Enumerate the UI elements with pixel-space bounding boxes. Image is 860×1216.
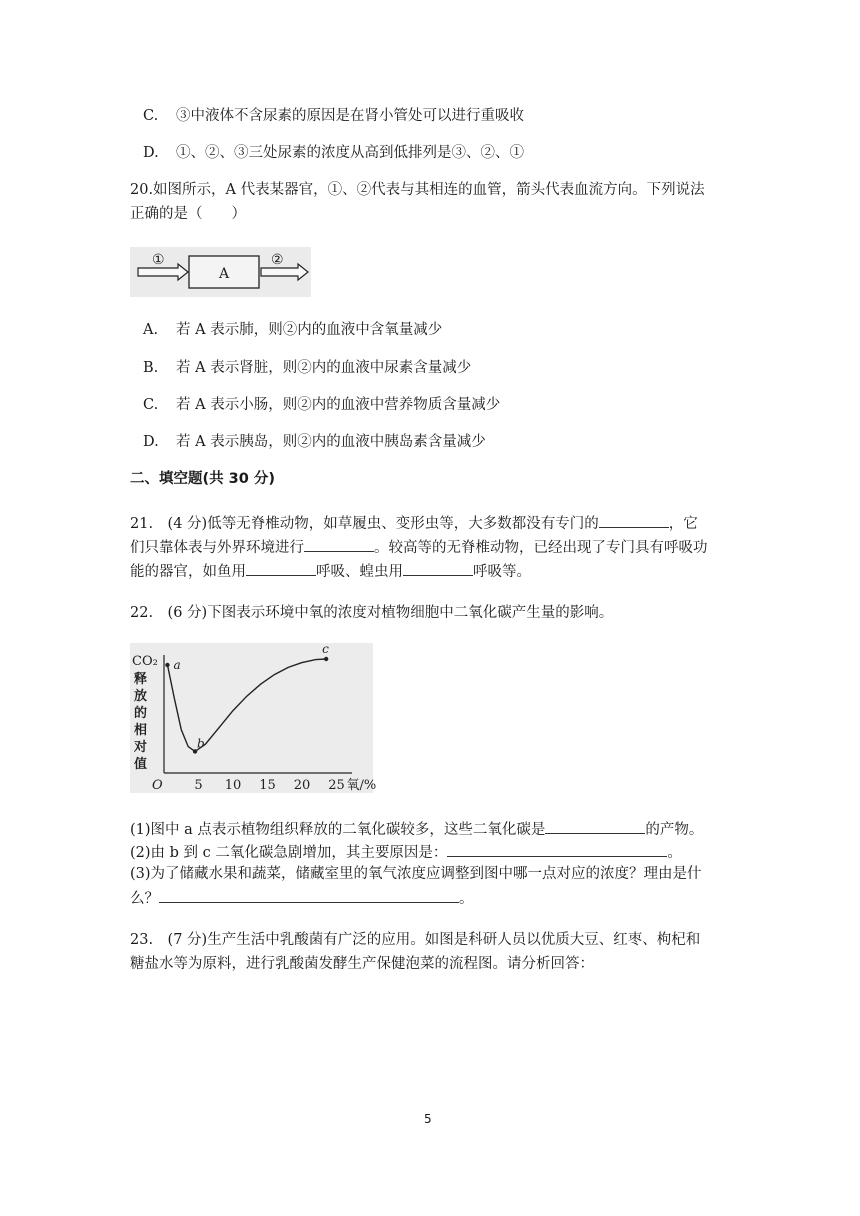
vessel-label-1: ① xyxy=(152,252,165,268)
answer-blank[interactable] xyxy=(403,560,473,576)
data-point-c xyxy=(324,657,328,661)
question-stem: 正确的是（ ） xyxy=(130,206,246,222)
question-21-line2 xyxy=(130,536,708,558)
answer-blank[interactable] xyxy=(159,887,459,903)
option-text: 若 A 表示小肠，则②内的血液中营养物质含量减少 xyxy=(176,397,501,413)
y-axis-label-char: 的 xyxy=(134,706,148,721)
y-axis-label-char: 值 xyxy=(134,757,148,772)
y-axis-label-char: 对 xyxy=(134,740,148,755)
chart-svg xyxy=(130,642,377,793)
x-tick-label: 5 xyxy=(194,778,203,793)
text: 呼吸、蝗虫用 xyxy=(316,564,403,580)
question-stem: 糖盐水等为原料，进行乳酸菌发酵生产保健泡菜的流程图。请分析回答： xyxy=(130,956,594,972)
x-tick-label: 20 xyxy=(293,778,311,793)
co2-oxygen-chart xyxy=(130,642,377,793)
question-22-sub1 xyxy=(130,818,703,840)
option-letter: B. xyxy=(143,360,159,376)
question-22-sub2 xyxy=(130,841,682,863)
section-heading: 二、填空题(共 30 分) xyxy=(130,471,276,487)
question-21-line1 xyxy=(130,512,698,534)
question-stem: 23. (7 分)生产生活中乳酸菌有广泛的应用。如图是科研人员以优质大豆、红枣、枸杞和 xyxy=(130,932,701,948)
option-text: 若 A 表示胰岛，则②内的血液中胰岛素含量减少 xyxy=(176,434,486,450)
y-axis-label-co2: CO₂ xyxy=(132,654,158,669)
text: 能的器官，如鱼用 xyxy=(130,564,246,580)
text: (1)图中 a 点表示植物组织释放的二氧化碳较多，这些二氧化碳是 xyxy=(130,822,546,838)
option-letter: A. xyxy=(143,322,159,338)
organ-flow-diagram xyxy=(130,247,311,297)
origin-label: O xyxy=(152,778,163,793)
text: 21. (4 分)低等无脊椎动物，如草履虫、变形虫等，大多数都没有专门的 xyxy=(130,516,599,532)
text: 的产物。 xyxy=(645,822,704,838)
question-stem: 20.如图所示，A 代表某器官，①、②代表与其相连的血管，箭头代表血流方向。下列说法 xyxy=(130,182,705,198)
question-22-sub3-line2 xyxy=(130,887,474,909)
point-label-c: c xyxy=(322,642,329,656)
option-letter: D. xyxy=(143,434,159,450)
point-label-b: b xyxy=(197,736,205,751)
text: 。 xyxy=(667,845,682,861)
text: ，它 xyxy=(668,516,698,532)
answer-blank[interactable] xyxy=(447,841,667,857)
data-point-a xyxy=(165,663,169,667)
option-letter: C. xyxy=(143,397,159,413)
point-label-a: a xyxy=(173,658,181,672)
text: 么？ xyxy=(130,891,159,907)
answer-blank[interactable] xyxy=(246,560,316,576)
option-letter: D. xyxy=(143,145,159,161)
text: 呼吸等。 xyxy=(473,564,531,580)
organ-label: A xyxy=(219,266,230,282)
option-text: 若 A 表示肺，则②内的血液中含氧量减少 xyxy=(176,322,443,338)
y-axis-label-char: 相 xyxy=(134,723,148,738)
organ-flow-figure xyxy=(130,247,311,297)
x-tick-label: 15 xyxy=(259,778,276,793)
question-22-sub3-line1: (3)为了储藏水果和蔬菜，储藏室里的氧气浓度应调整到图中哪一点对应的浓度？理由是什 xyxy=(130,866,702,882)
text: 们只靠体表与外界环境进行 xyxy=(130,540,304,556)
option-text: 若 A 表示肾脏，则②内的血液中尿素含量减少 xyxy=(176,360,472,376)
text: 。较高等的无脊椎动物，已经出现了专门具有呼吸功 xyxy=(374,540,708,556)
page-number: 5 xyxy=(424,1112,432,1126)
answer-blank[interactable] xyxy=(545,818,645,834)
question-21-line3 xyxy=(130,560,531,582)
vessel-label-2: ② xyxy=(271,252,284,268)
text: (2)由 b 到 c 二氧化碳急剧增加，其主要原因是： xyxy=(130,845,448,861)
option-text: ①、②、③三处尿素的浓度从高到低排列是③、②、① xyxy=(176,145,524,161)
answer-blank[interactable] xyxy=(304,536,374,552)
option-text: ③中液体不含尿素的原因是在肾小管处可以进行重吸收 xyxy=(176,108,524,124)
y-axis-label-char: 释 xyxy=(134,672,148,687)
answer-blank[interactable] xyxy=(599,512,669,528)
x-axis-label: 氧/% xyxy=(346,778,377,793)
text: 。 xyxy=(459,891,474,907)
y-axis-label-char: 放 xyxy=(134,689,148,704)
x-tick-label: 25 xyxy=(328,778,345,793)
question-stem: 22. (6 分)下图表示环境中氧的浓度对植物细胞中二氧化碳产生量的影响。 xyxy=(130,605,614,621)
x-tick-label: 10 xyxy=(224,778,242,793)
option-letter: C. xyxy=(143,108,159,124)
